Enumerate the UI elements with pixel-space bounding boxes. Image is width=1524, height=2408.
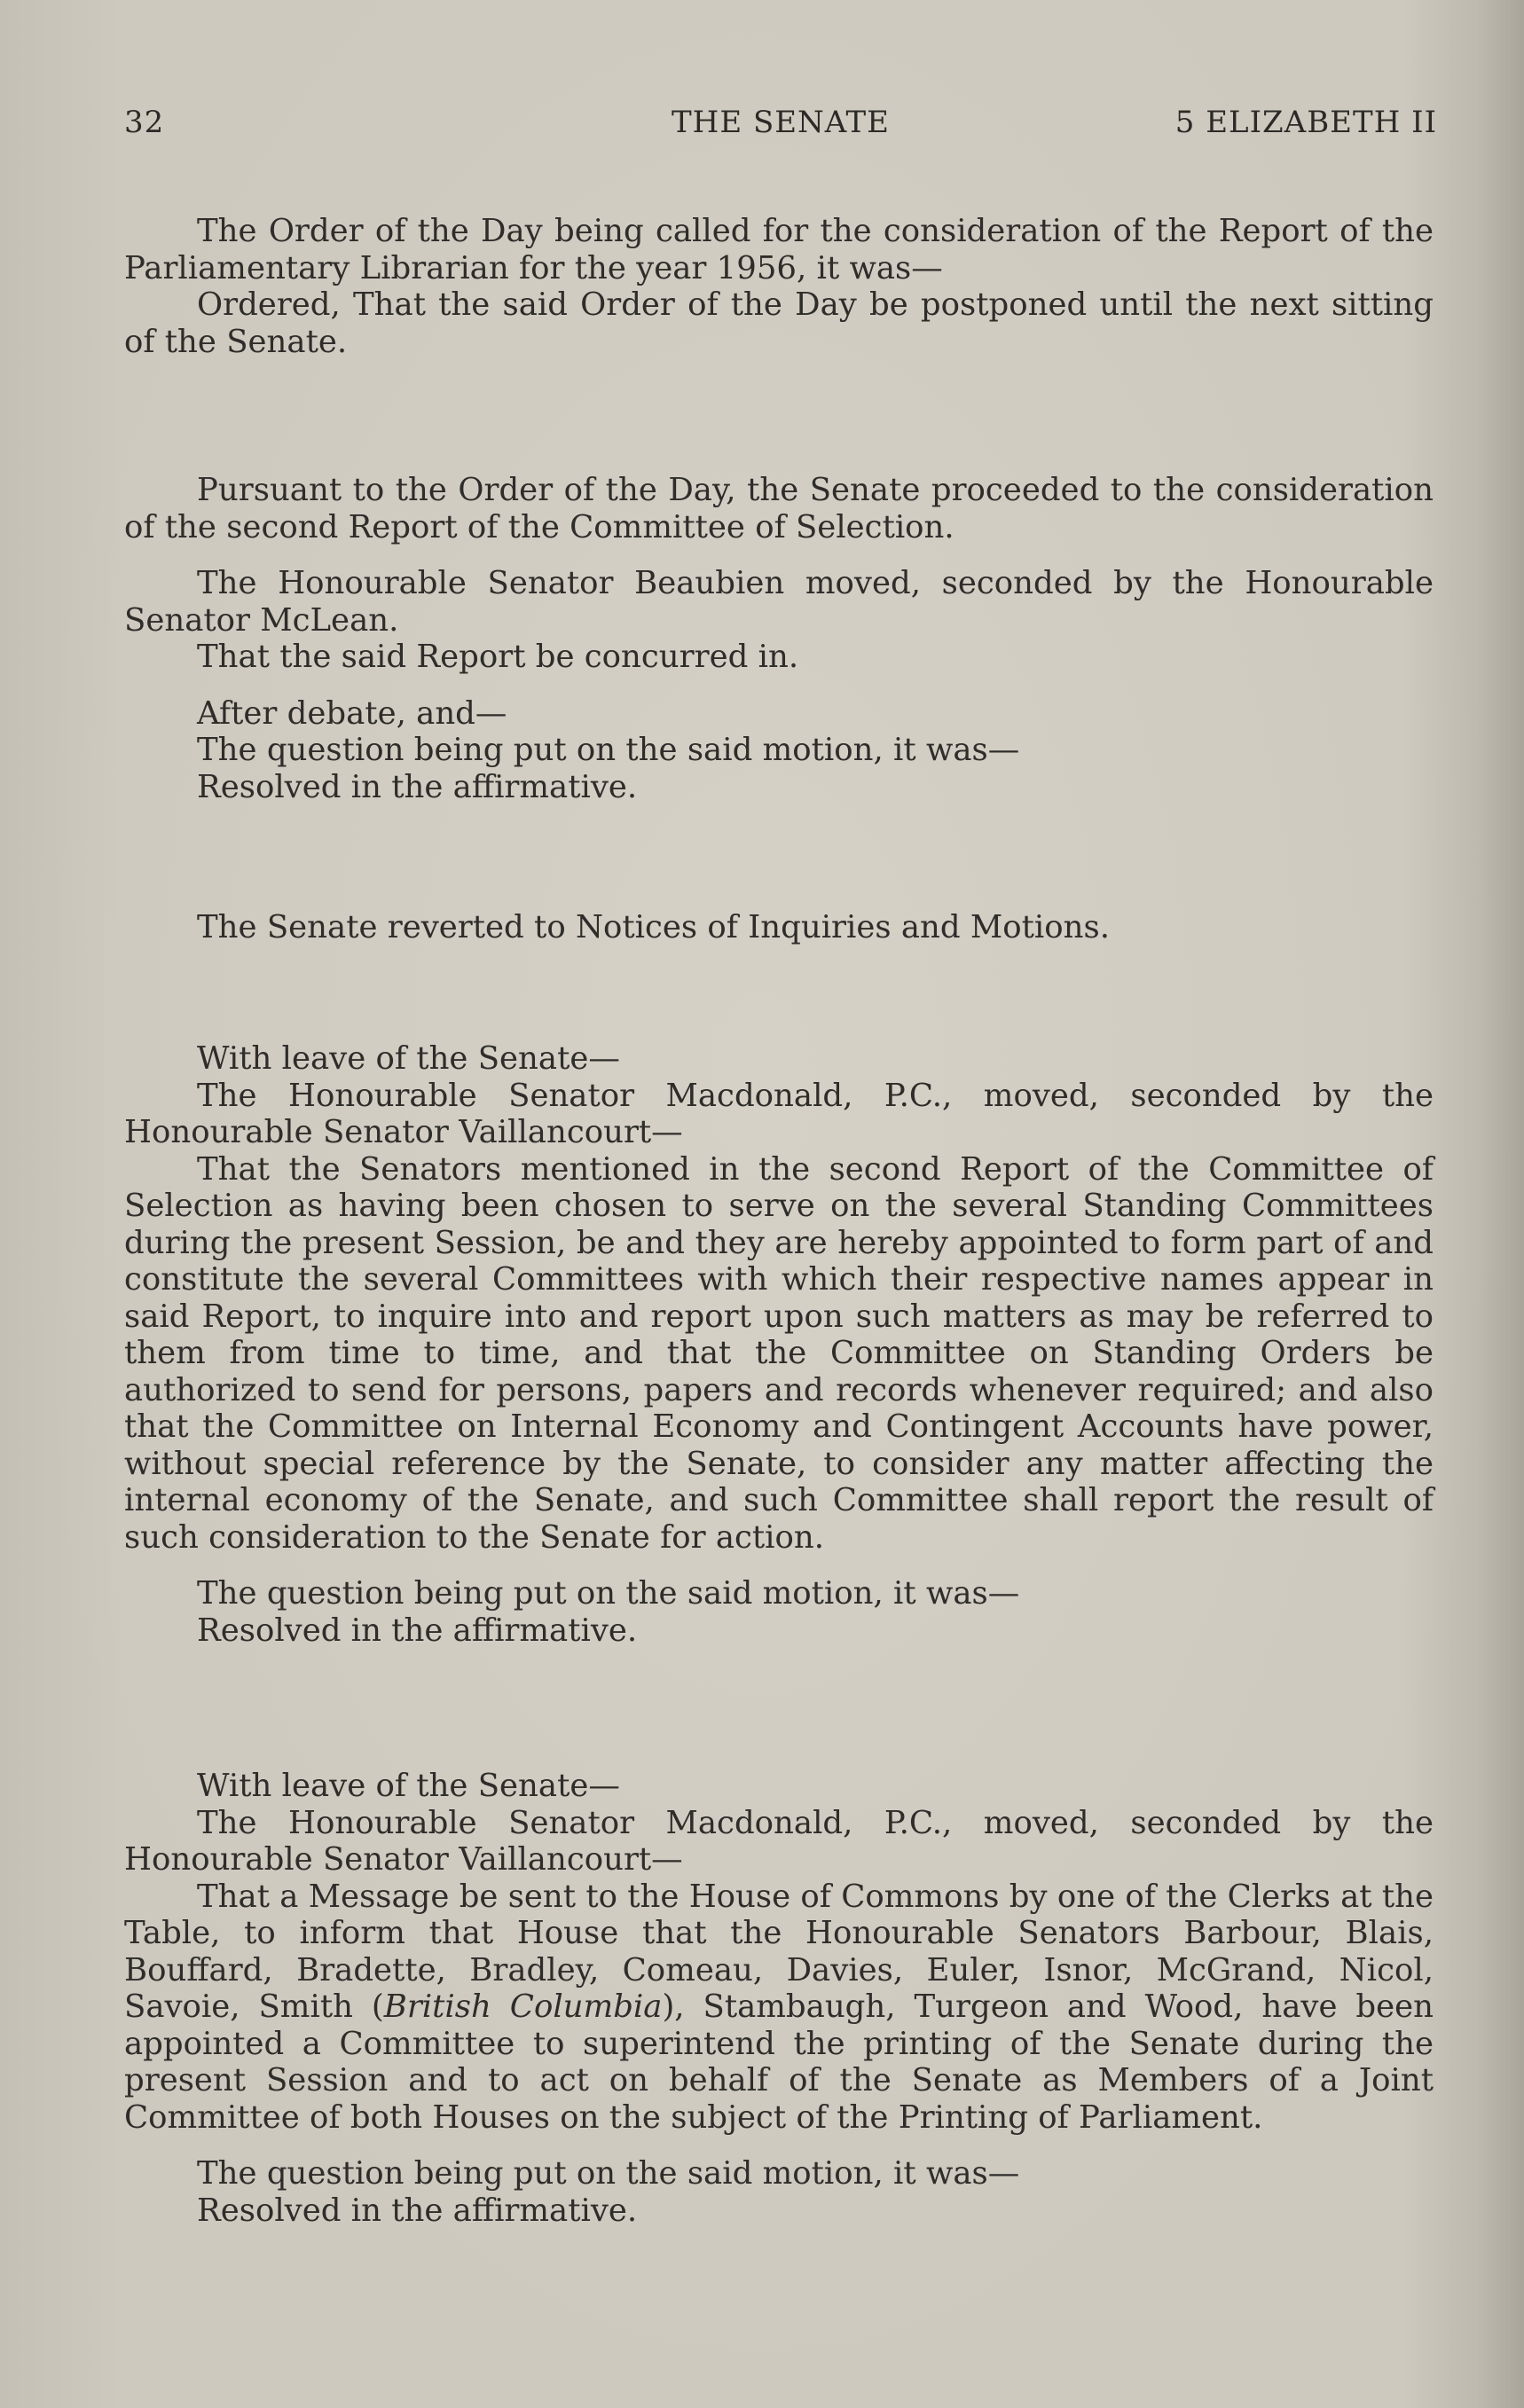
paragraph: Resolved in the affirmative. xyxy=(197,2192,638,2229)
paragraph: That the said Report be concurred in. xyxy=(197,639,799,675)
paragraph: The question being put on the said motion, it was— xyxy=(197,1575,1020,1612)
running-title: THE SENATE xyxy=(671,105,890,140)
section-committee-selection-report xyxy=(124,472,1434,805)
paragraph-message xyxy=(124,1879,1434,2137)
paragraph: The Senate reverted to Notices of Inquiries and Motions. xyxy=(197,909,1110,945)
paragraph: The Order of the Day being called for the consideration of the Report of the Parliamentary Librarian for the year 1956, it was— xyxy=(124,213,1434,286)
italic-text: British Columbia xyxy=(383,1988,663,2025)
paragraph: Resolved in the affirmative. xyxy=(197,1612,638,1649)
paragraph: Ordered, That the said Order of the Day be postponed until the next sitting of the Senate. xyxy=(124,286,1434,360)
section-order-of-day xyxy=(124,213,1434,360)
section-standing-committees-motion xyxy=(124,1040,1434,1649)
paragraph: The Honourable Senator Beaubien moved, seconded by the Honourable Senator McLean. xyxy=(124,565,1434,639)
section-printing-committee-motion xyxy=(124,1768,1434,2229)
paragraph: With leave of the Senate— xyxy=(197,1768,620,1804)
paragraph: The Honourable Senator Macdonald, P.C., moved, seconded by the Honourable Senator Vaillancourt— xyxy=(124,1077,1434,1150)
session-label: 5 ELIZABETH II xyxy=(1174,105,1437,140)
text-run: That a Message be sent to the House of Commons by one of the Clerks at the Table, to inform that House that the Honourable Senators Barbour, Blais, Bouffard, Bradette, Bradley, Comeau, Davies, Euler, Isnor, McGrand, Nicol, Savoie, Smith ( xyxy=(124,1878,1434,2025)
paragraph: The Honourable Senator Macdonald, P.C., moved, seconded by the Honourable Senator Vaillancourt— xyxy=(124,1804,1434,1878)
section-notices xyxy=(124,909,1434,946)
paragraph: The question being put on the said motion, it was— xyxy=(197,732,1020,768)
text-run: ), Stambaugh, Turgeon and Wood, have been appointed a Committee to superintend the printing of the Senate during the present Session and to act on behalf of the Senate as Members of a Joint Committee of both Houses on the subject of the Printing of Parliament. xyxy=(124,1988,1434,2136)
paragraph: Pursuant to the Order of the Day, the Senate proceeded to the consideration of the second Report of the Committee of Selection. xyxy=(124,472,1434,545)
paragraph: Resolved in the affirmative. xyxy=(197,768,638,805)
paragraph: That the Senators mentioned in the second Report of the Committee of Selection as having been chosen to serve on the several Standing Committees during the present Session, be and they are hereby appointed to form part of and constitute the several Committees with which their respective names appear in said Report, to inquire into and report upon such matters as may be referred to them from time to time, and that the Committee on Standing Orders be authorized to send for persons, papers and records whenever required; and also that the Committee on Internal Economy and Contingent Accounts have power, without special reference by the Senate, to consider any matter affecting the internal economy of the Senate, and such Committee shall report the result of such consideration to the Senate for action. xyxy=(124,1150,1434,1556)
paragraph: The question being put on the said motion, it was— xyxy=(197,2155,1020,2192)
paragraph: With leave of the Senate— xyxy=(197,1040,620,1077)
page-header xyxy=(124,105,1437,149)
page-number: 32 xyxy=(124,105,165,140)
paragraph: After debate, and— xyxy=(197,694,507,732)
